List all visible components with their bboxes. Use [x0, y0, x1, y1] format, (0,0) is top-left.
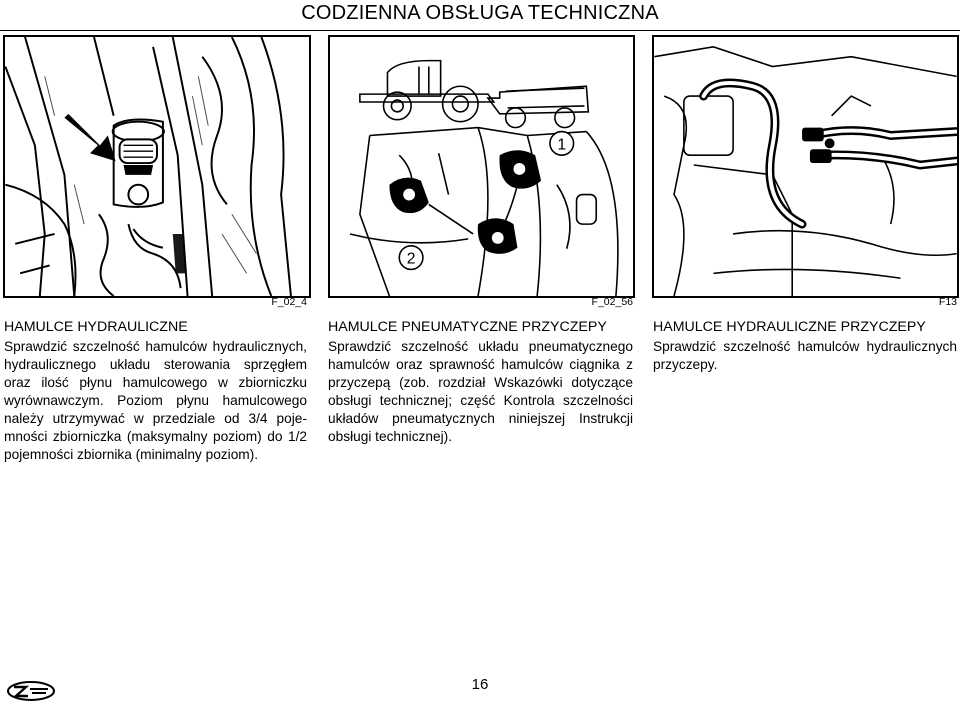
header-rule [0, 30, 960, 31]
section-trailer-hydraulic-brakes [653, 318, 957, 374]
pneumatic-coupling-illustration [330, 37, 633, 296]
callout-1-label: 1 [557, 136, 567, 154]
section-hydraulic-brakes [4, 318, 307, 464]
figure-code: F_02_4 [271, 296, 307, 308]
section-trailer-pneumatic-brakes [328, 318, 633, 446]
section-heading: HAMULCE HYDRAULICZNE PRZYCZEPY [653, 319, 926, 335]
page-title: CODZIENNA OBSŁUGA TECHNICZNA [301, 2, 659, 24]
figure-brake-fluid-reservoir [3, 35, 311, 298]
figure-trailer-hydraulic-hoses [652, 35, 959, 298]
callout-2 [399, 246, 423, 270]
section-body: Sprawdzić szczelność hamulców hydraulicznych przyczepy. [653, 339, 957, 372]
figure-code: F_02_56 [591, 296, 633, 308]
zetor-logo-icon [6, 680, 56, 702]
section-heading: HAMULCE HYDRAULICZNE [4, 319, 188, 335]
page-number: 16 [471, 676, 489, 693]
section-body: Sprawdzić szczelność hamulców hydraulicznych, hydraulicznego układu sterowania sprzęgłem oraz ilość płynu hamulcowego w zbiorniczku wyrównawczym. Poziom płynu hamulcowego należy utrzymywać w przedziale od 3/4 pojemności zbiorniczka (maksymalny poziom) do 1/2 pojemności zbiornika (minimalny poziom). [4, 339, 307, 462]
callout-2-label: 2 [406, 250, 416, 268]
figure-pneumatic-couplings [328, 35, 635, 298]
hydraulic-hoses-illustration [654, 37, 957, 296]
brake-reservoir-illustration [5, 37, 309, 296]
section-heading: HAMULCE PNEUMATYCZNE PRZYCZEPY [328, 319, 607, 335]
figure-code: F13 [938, 296, 957, 308]
tractor-icon [387, 61, 440, 96]
section-body: Sprawdzić szczelność układu pneumatycznego hamulców oraz sprawność hamulców ciągnika z przyczepą (zob. rozdział Wskazówki dotyczące obsługi technicznej; część Kontrola szczelności układów pneumatycznych niniejszej Instrukcji obsługi technicznej). [328, 339, 633, 444]
callout-1 [550, 132, 574, 156]
